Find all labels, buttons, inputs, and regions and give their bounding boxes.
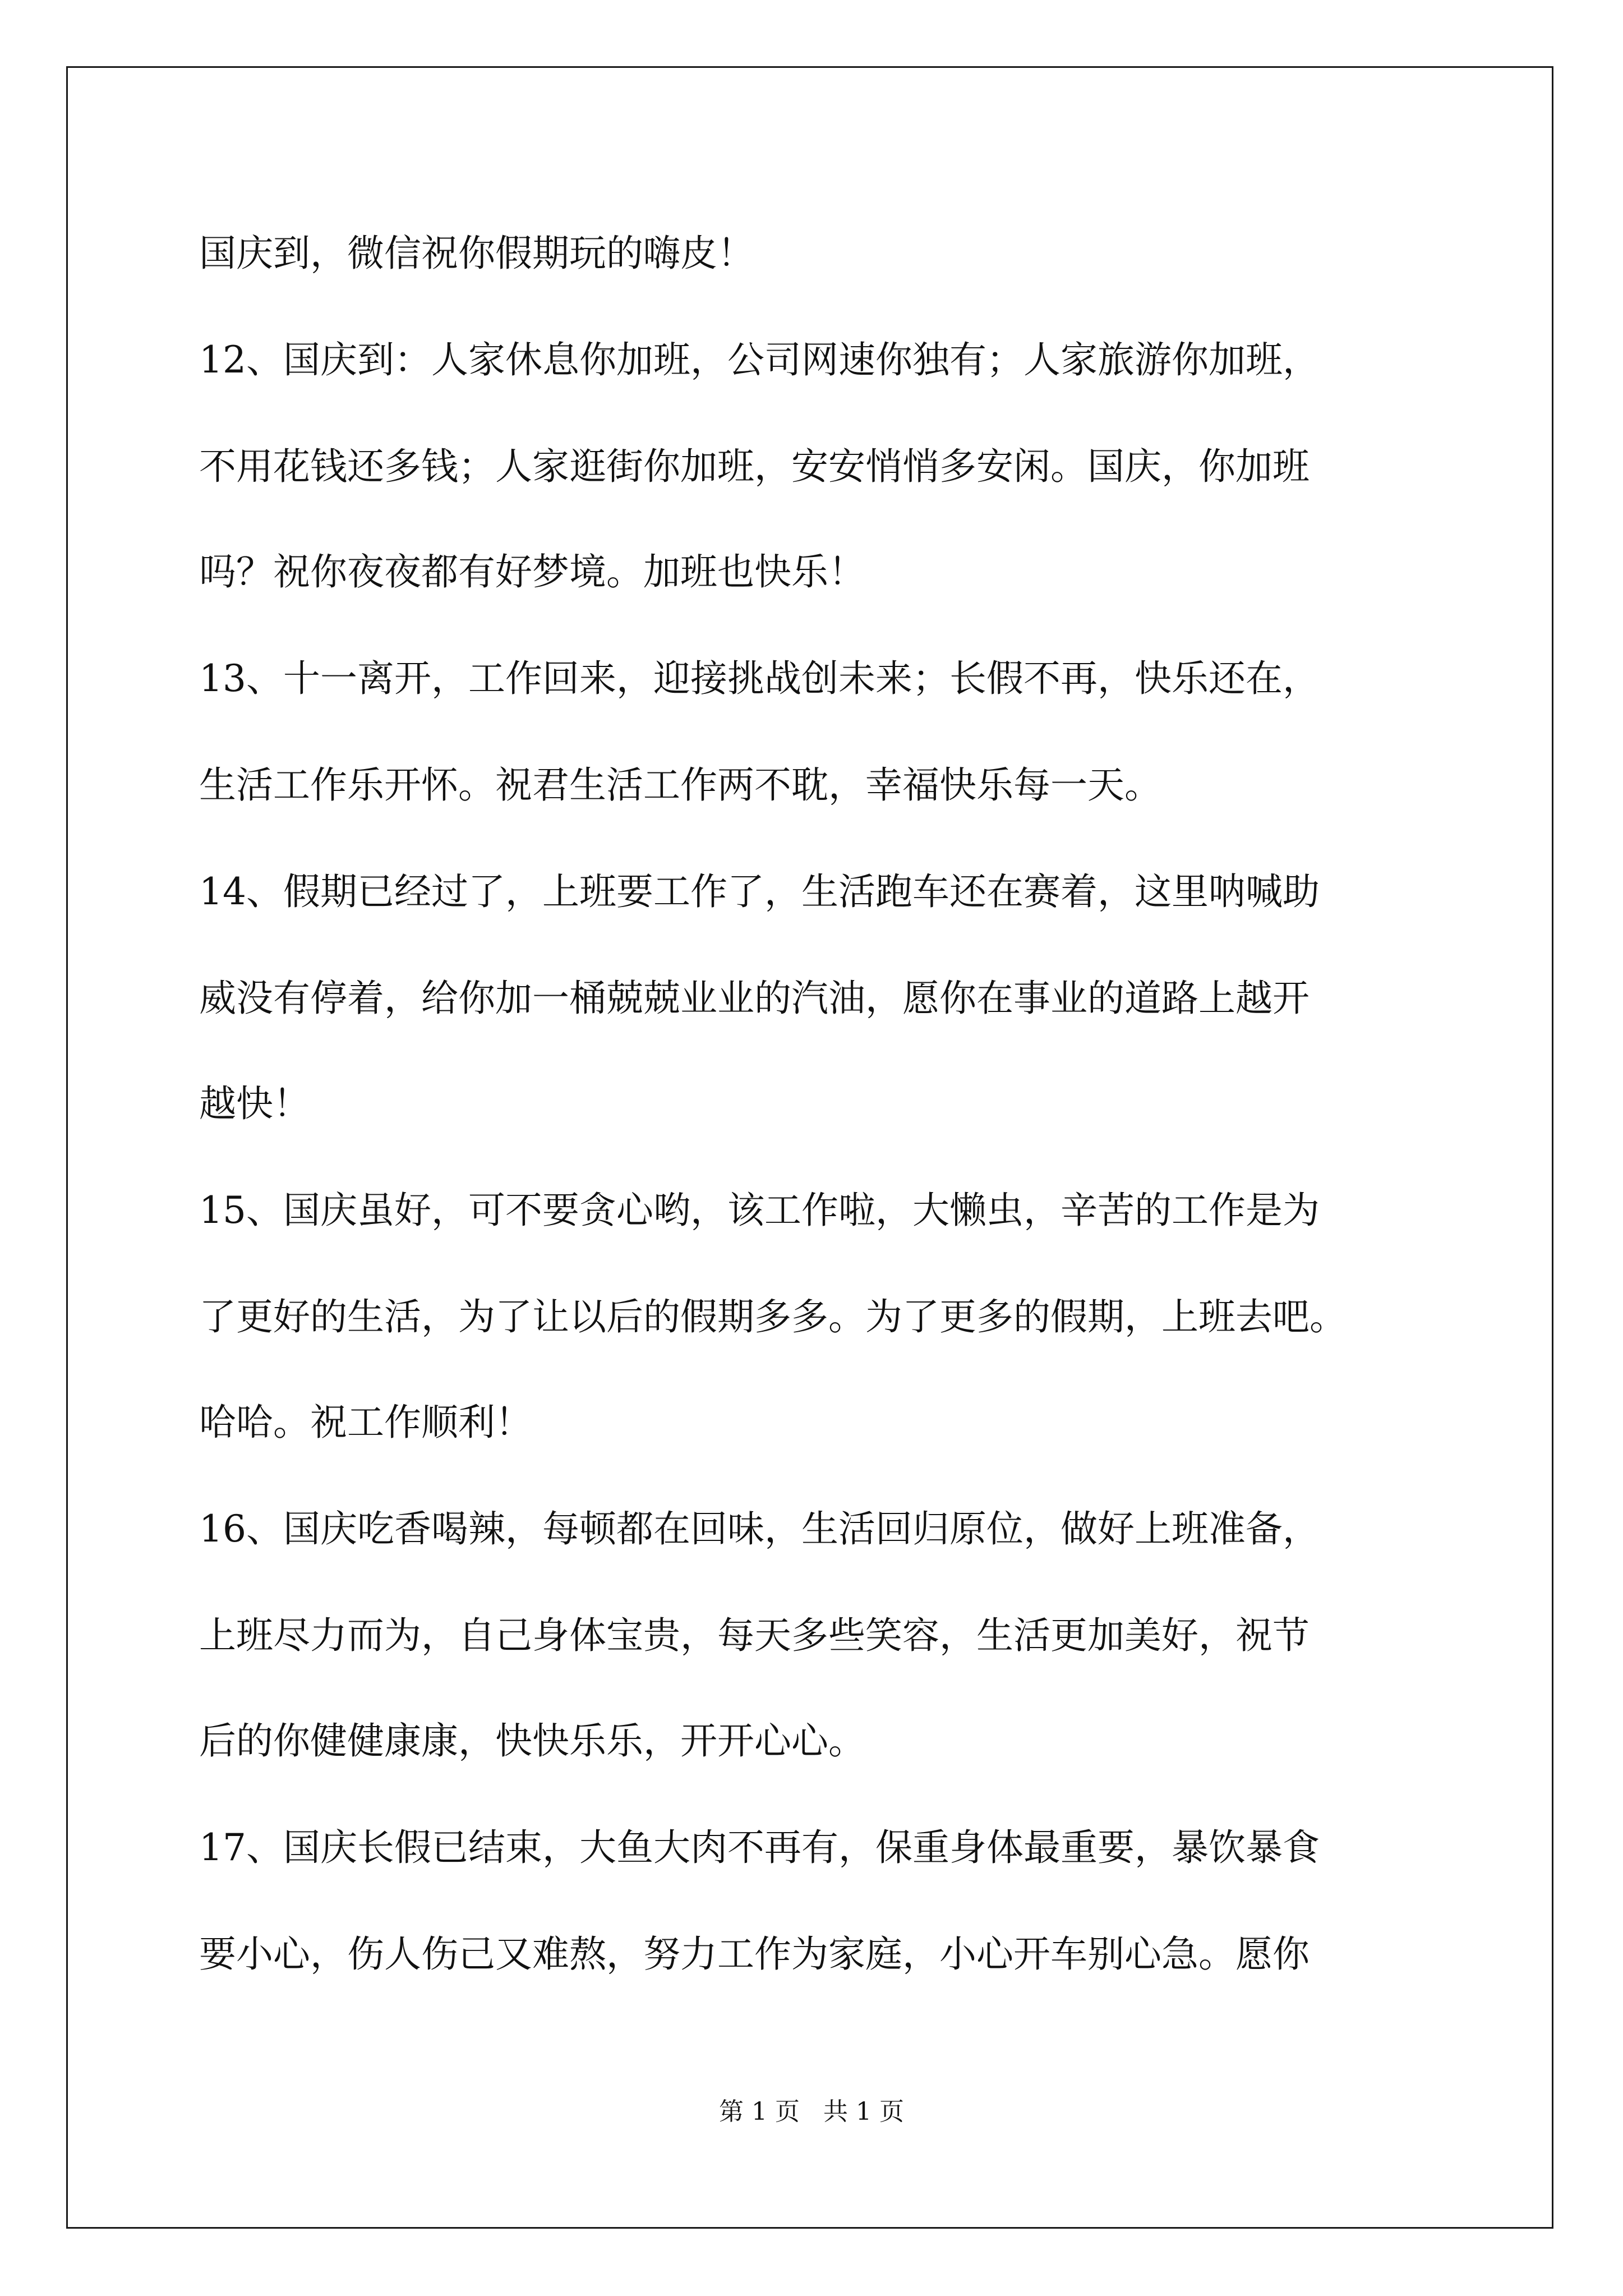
text-line: 要小心，伤人伤己又难熬，努力工作为家庭，小心开车别心急。愿你 (199, 1932, 1310, 1976)
text-line: 16、国庆吃香喝辣，每顿都在回味，生活回归原位，做好上班准备， (199, 1507, 1320, 1550)
text-line: 12、国庆到：人家休息你加班，公司网速你独有；人家旅游你加班， (199, 338, 1320, 381)
page-number-footer: 第 1 页 共 1 页 (719, 2097, 904, 2126)
text-line: 13、十一离开，工作回来，迎接挑战创未来；长假不再，快乐还在， (199, 657, 1320, 700)
page-border (66, 66, 1553, 2229)
text-line: 威没有停着，给你加一桶兢兢业业的汽油，愿你在事业的道路上越开 (199, 977, 1310, 1020)
text-line: 越快！ (199, 1082, 310, 1125)
text-line: 生活工作乐开怀。祝君生活工作两不耽，幸福快乐每一天。 (199, 763, 1161, 807)
text-line: 吗？祝你夜夜都有好梦境。加班也快乐！ (199, 550, 865, 593)
text-line: 不用花钱还多钱；人家逛街你加班，安安悄悄多安闲。国庆，你加班 (199, 445, 1310, 488)
text-line: 了更好的生活，为了让以后的假期多多。为了更多的假期，上班去吧。 (199, 1295, 1347, 1338)
text-line: 上班尽力而为，自己身体宝贵，每天多些笑容，生活更加美好，祝节 (199, 1614, 1310, 1657)
text-line: 后的你健健康康，快快乐乐，开开心心。 (199, 1719, 865, 1763)
text-line: 17、国庆长假已结束，大鱼大肉不再有，保重身体最重要，暴饮暴食 (199, 1826, 1320, 1869)
text-line: 国庆到，微信祝你假期玩的嗨皮！ (199, 232, 754, 275)
text-line: 14、假期已经过了，上班要工作了，生活跑车还在赛着，这里呐喊助 (199, 870, 1320, 913)
text-line: 哈哈。祝工作顺利！ (199, 1401, 532, 1444)
text-line: 15、国庆虽好，可不要贪心哟，该工作啦，大懒虫，辛苦的工作是为 (199, 1189, 1320, 1232)
